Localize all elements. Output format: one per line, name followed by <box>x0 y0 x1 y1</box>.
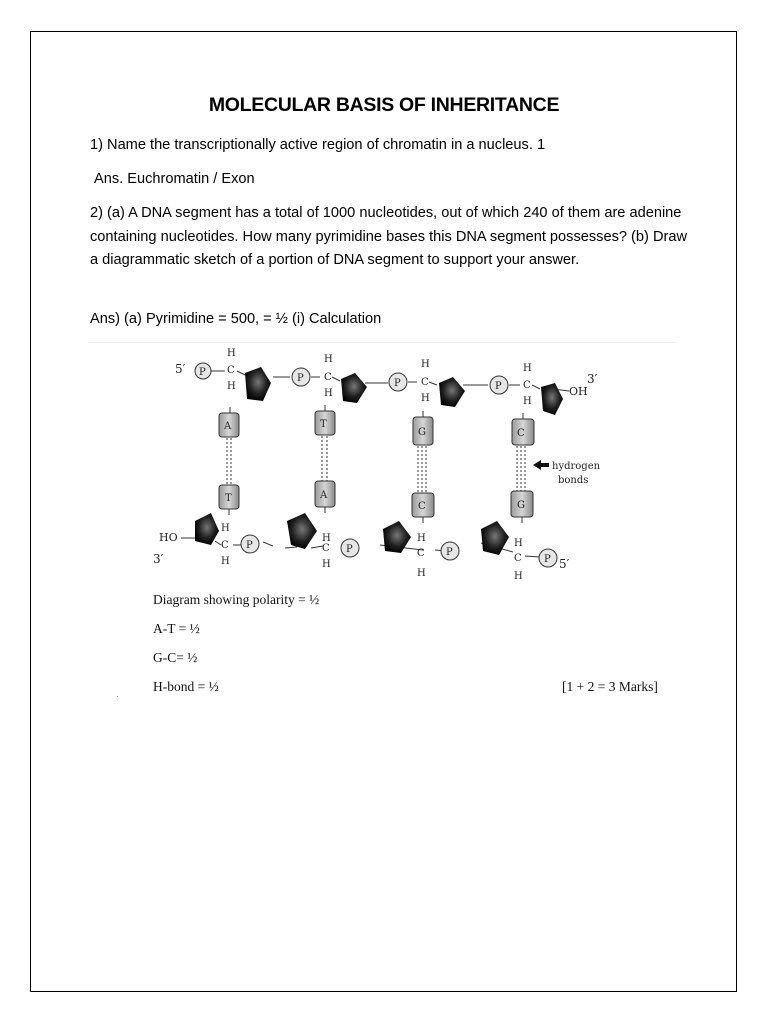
phosphate-circle <box>441 542 459 560</box>
top-5prime-label: 5′ <box>175 362 186 376</box>
svg-text:H: H <box>324 354 333 365</box>
svg-text:H: H <box>227 348 236 359</box>
svg-text:A: A <box>224 421 232 432</box>
svg-text:C: C <box>421 377 429 388</box>
sugar-pentagon <box>341 373 367 403</box>
base-box-bottom-c <box>412 493 434 523</box>
base-box-top-a <box>219 407 239 437</box>
svg-text:H: H <box>322 559 331 570</box>
page-title: MOLECULAR BASIS OF INHERITANCE <box>208 94 560 116</box>
svg-text:H: H <box>421 359 430 370</box>
base-box-top-t <box>315 405 335 435</box>
svg-text:C: C <box>322 543 330 554</box>
answer-2: Ans) (a) Pyrimidine = 500, = ½ (i) Calculation <box>90 311 382 327</box>
svg-text:H: H <box>322 533 331 544</box>
base-box-bottom-a <box>315 481 335 513</box>
ch2-group <box>421 359 430 404</box>
ch2-group <box>523 363 532 407</box>
svg-text:H: H <box>514 571 523 582</box>
gc-note: G-C= ½ <box>153 650 198 665</box>
answer-1: Ans. Euchromatin / Exon <box>94 171 255 187</box>
svg-text:C: C <box>523 380 531 391</box>
phosphate-circle <box>241 535 259 553</box>
hydrogen-bonds <box>227 436 525 493</box>
top-bases <box>219 405 534 445</box>
hydrogen-bond-annotation <box>533 460 601 486</box>
svg-text:P: P <box>544 554 551 565</box>
svg-text:P: P <box>495 381 502 392</box>
svg-text:H: H <box>227 381 236 392</box>
question-1: 1) Name the transcriptionally active region of chromatin in a nucleus. 1 <box>90 137 546 153</box>
sugar-pentagon <box>245 367 271 401</box>
ch2-group <box>227 348 236 392</box>
hbond-note: H-bond = ½ <box>153 679 219 694</box>
top-oh-label: OH <box>569 385 588 398</box>
svg-text:A: A <box>320 490 328 501</box>
polarity-note: Diagram showing polarity = ½ <box>153 592 320 607</box>
svg-text:H: H <box>417 533 426 544</box>
bottom-ch2-groups <box>221 523 523 582</box>
sugar-pentagon <box>195 513 219 545</box>
svg-text:C: C <box>417 548 425 559</box>
base-box-bottom-g <box>511 491 533 523</box>
svg-text:bonds: bonds <box>558 475 589 486</box>
sugar-pentagon <box>439 377 465 407</box>
phosphate-circle <box>292 368 310 386</box>
svg-text:G: G <box>517 500 525 511</box>
arrow-left-icon <box>533 460 549 470</box>
phosphate-circle <box>389 373 407 391</box>
svg-text:P: P <box>346 544 353 555</box>
svg-text:C: C <box>514 553 522 564</box>
speck <box>117 696 118 697</box>
svg-text:H: H <box>514 538 523 549</box>
bottom-bases <box>219 481 533 523</box>
svg-text:H: H <box>324 388 333 399</box>
phosphate-circle <box>490 376 508 394</box>
ch2-group <box>417 533 426 579</box>
svg-text:H: H <box>417 568 426 579</box>
svg-text:C: C <box>418 501 426 512</box>
ch2-group <box>324 354 333 399</box>
svg-text:P: P <box>446 547 453 558</box>
phosphate-circle <box>195 363 211 379</box>
svg-text:P: P <box>246 540 253 551</box>
svg-text:C: C <box>227 365 235 376</box>
phosphate-circle <box>539 549 557 567</box>
question-2: 2) (a) A DNA segment has a total of 1000 nucleotides, out of which 240 of them are adenine containing nucleotides. How many pyrimidine bases this DNA segment possesses? (b) Draw a diagrammatic sketch of a portion of DNA segment to support your answer. <box>90 205 687 268</box>
sugar-pentagon <box>541 383 563 415</box>
svg-text:H: H <box>523 396 532 407</box>
top-3prime-label: 3′ <box>587 372 598 386</box>
svg-text:C: C <box>324 372 332 383</box>
svg-text:H: H <box>523 363 532 374</box>
dna-segment-diagram <box>145 345 675 595</box>
svg-text:T: T <box>225 493 232 504</box>
svg-text:C: C <box>517 428 525 439</box>
bottom-ho-label: HO <box>159 531 178 544</box>
svg-text:hydrogen: hydrogen <box>552 461 601 472</box>
sugar-pentagon <box>287 513 317 549</box>
bottom-5prime-label: 5′ <box>559 557 570 571</box>
svg-text:H: H <box>421 393 430 404</box>
top-ch2-groups <box>227 348 532 407</box>
svg-text:T: T <box>320 419 327 430</box>
bottom-3prime-label: 3′ <box>153 552 164 566</box>
base-box-top-c <box>512 413 534 445</box>
svg-text:P: P <box>297 373 304 384</box>
svg-text:P: P <box>199 367 206 378</box>
base-box-bottom-t <box>219 485 239 515</box>
svg-text:H: H <box>221 556 230 567</box>
svg-text:H: H <box>221 523 230 534</box>
svg-text:C: C <box>221 540 229 551</box>
phosphate-circle <box>341 539 359 557</box>
ch2-group <box>322 533 331 570</box>
figure-top-rule <box>88 342 678 343</box>
at-note: A-T = ½ <box>153 621 200 636</box>
svg-text:G: G <box>418 427 426 438</box>
svg-text:P: P <box>394 378 401 389</box>
ch2-group <box>514 538 523 582</box>
ch2-group <box>221 523 230 567</box>
marks-note: [1 + 2 = 3 Marks] <box>562 679 658 694</box>
base-box-top-g <box>413 411 433 445</box>
